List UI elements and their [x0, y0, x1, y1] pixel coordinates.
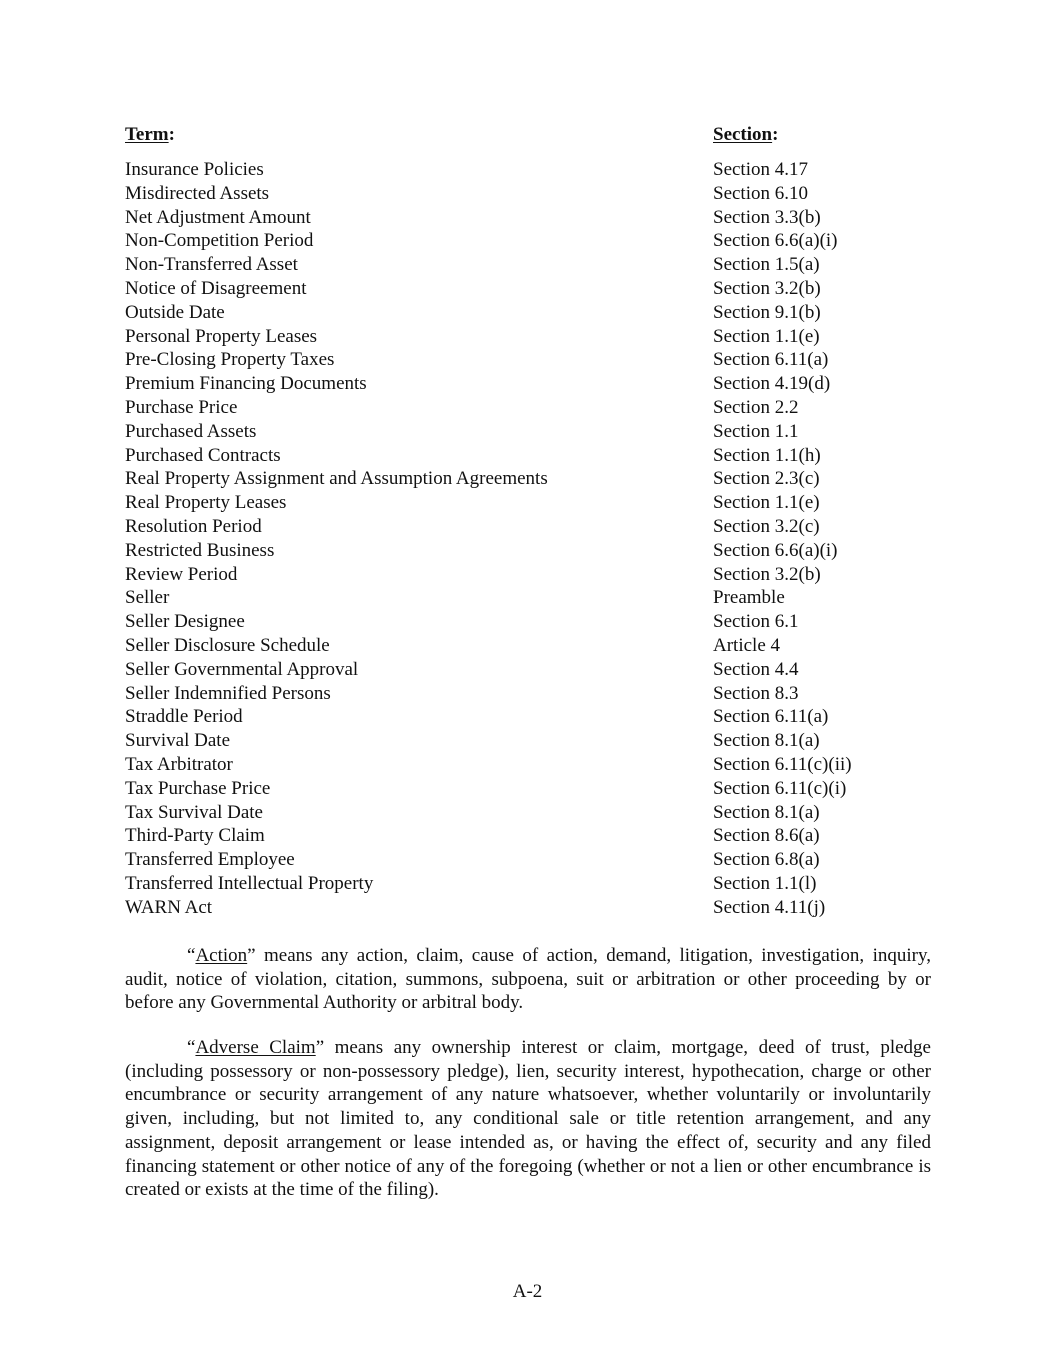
- section-cell: Section 6.11(a): [713, 706, 829, 728]
- section-cell: Section 6.6(a)(i): [713, 230, 838, 252]
- table-row: [125, 277, 935, 301]
- section-cell: Section 4.19(d): [713, 373, 831, 395]
- term-cell: Purchased Contracts: [125, 444, 281, 466]
- table-row: [125, 872, 935, 896]
- table-row: [125, 348, 935, 372]
- table-row: [125, 467, 935, 491]
- section-cell: Section 6.8(a): [713, 849, 820, 871]
- term-column-header: Term:: [125, 124, 175, 145]
- term-cell: Pre-Closing Property Taxes: [125, 349, 335, 371]
- table-row: [125, 777, 935, 801]
- term-cell: Tax Purchase Price: [125, 777, 271, 799]
- table-row: [125, 515, 935, 539]
- section-cell: Section 9.1(b): [713, 301, 821, 323]
- defined-term: Adverse Claim: [195, 1037, 316, 1058]
- table-header: [125, 124, 935, 148]
- term-cell: Real Property Assignment and Assumption Agreements: [125, 468, 548, 490]
- term-cell: Seller Designee: [125, 611, 245, 633]
- term-cell: Real Property Leases: [125, 492, 287, 514]
- section-cell: Section 8.1(a): [713, 730, 820, 752]
- term-cell: Insurance Policies: [125, 159, 264, 180]
- table-row: [125, 372, 935, 396]
- table-row: [125, 682, 935, 706]
- term-cell: Restricted Business: [125, 539, 275, 561]
- table-row: [125, 444, 935, 468]
- term-cell: Seller Indemnified Persons: [125, 682, 331, 704]
- section-cell: Section 6.11(a): [713, 349, 829, 371]
- table-row: [125, 563, 935, 587]
- term-cell: Transferred Employee: [125, 849, 295, 871]
- table-row: [125, 729, 935, 753]
- section-cell: Section 6.10: [713, 182, 808, 204]
- term-cell: Survival Date: [125, 730, 231, 752]
- term-cell: Resolution Period: [125, 515, 262, 537]
- term-cell: Tax Survival Date: [125, 801, 263, 823]
- definition-action: “Action” means any action, claim, cause of action, demand, litigation, investigation, inquiry, audit, notice of violation, citation, summons, subpoena, suit or arbitration or other proceeding by or before any Governmental Authority or arbitral body.: [125, 945, 931, 1014]
- table-row: [125, 158, 935, 182]
- page-number: A-2: [512, 1281, 543, 1302]
- section-cell: Section 1.1(e): [713, 325, 820, 347]
- table-row: [125, 491, 935, 515]
- section-cell: Section 8.6(a): [713, 825, 820, 847]
- section-cell: Section 3.2(c): [713, 515, 820, 537]
- table-row: [125, 634, 935, 658]
- section-cell: Preamble: [713, 587, 785, 609]
- term-cell: Non-Competition Period: [125, 230, 314, 252]
- section-cell: Section 1.1(h): [713, 444, 821, 466]
- section-cell: Section 1.1(l): [713, 872, 817, 894]
- section-cell: Section 6.6(a)(i): [713, 539, 838, 561]
- term-cell: Net Adjustment Amount: [125, 206, 311, 228]
- term-cell: Personal Property Leases: [125, 325, 318, 347]
- section-cell: Section 4.4: [713, 658, 799, 680]
- section-cell: Section 2.2: [713, 396, 799, 418]
- table-row: [125, 182, 935, 206]
- section-cell: Section 6.11(c)(ii): [713, 753, 852, 775]
- table-row: [125, 253, 935, 277]
- section-cell: Section 6.11(c)(i): [713, 777, 847, 799]
- term-cell: Purchase Price: [125, 396, 238, 418]
- term-cell: Non-Transferred Asset: [125, 254, 298, 276]
- table-row: [125, 896, 935, 920]
- section-cell: Section 3.3(b): [713, 206, 821, 228]
- table-row: [125, 539, 935, 563]
- term-cell: Outside Date: [125, 301, 225, 323]
- term-cell: Purchased Assets: [125, 420, 257, 442]
- term-cell: Premium Financing Documents: [125, 373, 367, 395]
- term-cell: Notice of Disagreement: [125, 277, 307, 299]
- section-cell: Section 2.3(c): [713, 468, 820, 490]
- table-row: [125, 396, 935, 420]
- defined-term: Action: [195, 945, 248, 966]
- table-row: [125, 301, 935, 325]
- definition-adverse-claim: “Adverse Claim” means any ownership interest or claim, mortgage, deed of trust, pledge (including possessory or non-possessory pledge), lien, security interest, hypothecation, charge or other encumbrance or security arrangement of any nature whatsoever, whether voluntarily or involuntarily given, including, but not limited to, any conditional sale or title retention arrangement, and any assignment, deposit arrangement or lease intended as, or having the effect of, security and any filed financing statement or other notice of any of the foregoing (whether or not a lien or other encumbrance is created or exists at the time of the filing).: [125, 1037, 931, 1201]
- terms-table: [125, 158, 935, 920]
- section-cell: Section 8.3: [713, 682, 799, 704]
- table-row: [125, 824, 935, 848]
- table-row: [125, 610, 935, 634]
- section-cell: Section 1.5(a): [713, 254, 820, 276]
- table-row: [125, 229, 935, 253]
- term-cell: Review Period: [125, 563, 238, 585]
- section-cell: Section 8.1(a): [713, 801, 820, 823]
- table-row: [125, 705, 935, 729]
- term-cell: Misdirected Assets: [125, 182, 270, 204]
- table-row: [125, 586, 935, 610]
- section-cell: Section 6.1: [713, 611, 799, 633]
- table-row: [125, 801, 935, 825]
- table-row: [125, 420, 935, 444]
- term-cell: Transferred Intellectual Property: [125, 872, 374, 894]
- term-cell: Third-Party Claim: [125, 825, 265, 847]
- term-cell: Tax Arbitrator: [125, 753, 233, 775]
- table-row: [125, 753, 935, 777]
- term-cell: Seller: [125, 587, 170, 609]
- section-column-header: Section:: [713, 124, 779, 145]
- table-row: [125, 658, 935, 682]
- table-row: [125, 325, 935, 349]
- term-cell: Seller Governmental Approval: [125, 658, 359, 680]
- section-cell: Section 3.2(b): [713, 563, 821, 585]
- term-cell: Seller Disclosure Schedule: [125, 634, 330, 656]
- section-cell: Article 4: [713, 634, 781, 656]
- section-cell: Section 1.1(e): [713, 492, 820, 514]
- term-cell: WARN Act: [125, 896, 213, 918]
- section-cell: Section 4.11(j): [713, 896, 826, 918]
- section-cell: Section 3.2(b): [713, 277, 821, 299]
- section-cell: Section 4.17: [713, 159, 808, 180]
- table-row: [125, 848, 935, 872]
- table-row: [125, 206, 935, 230]
- term-cell: Straddle Period: [125, 706, 243, 728]
- section-cell: Section 1.1: [713, 420, 799, 442]
